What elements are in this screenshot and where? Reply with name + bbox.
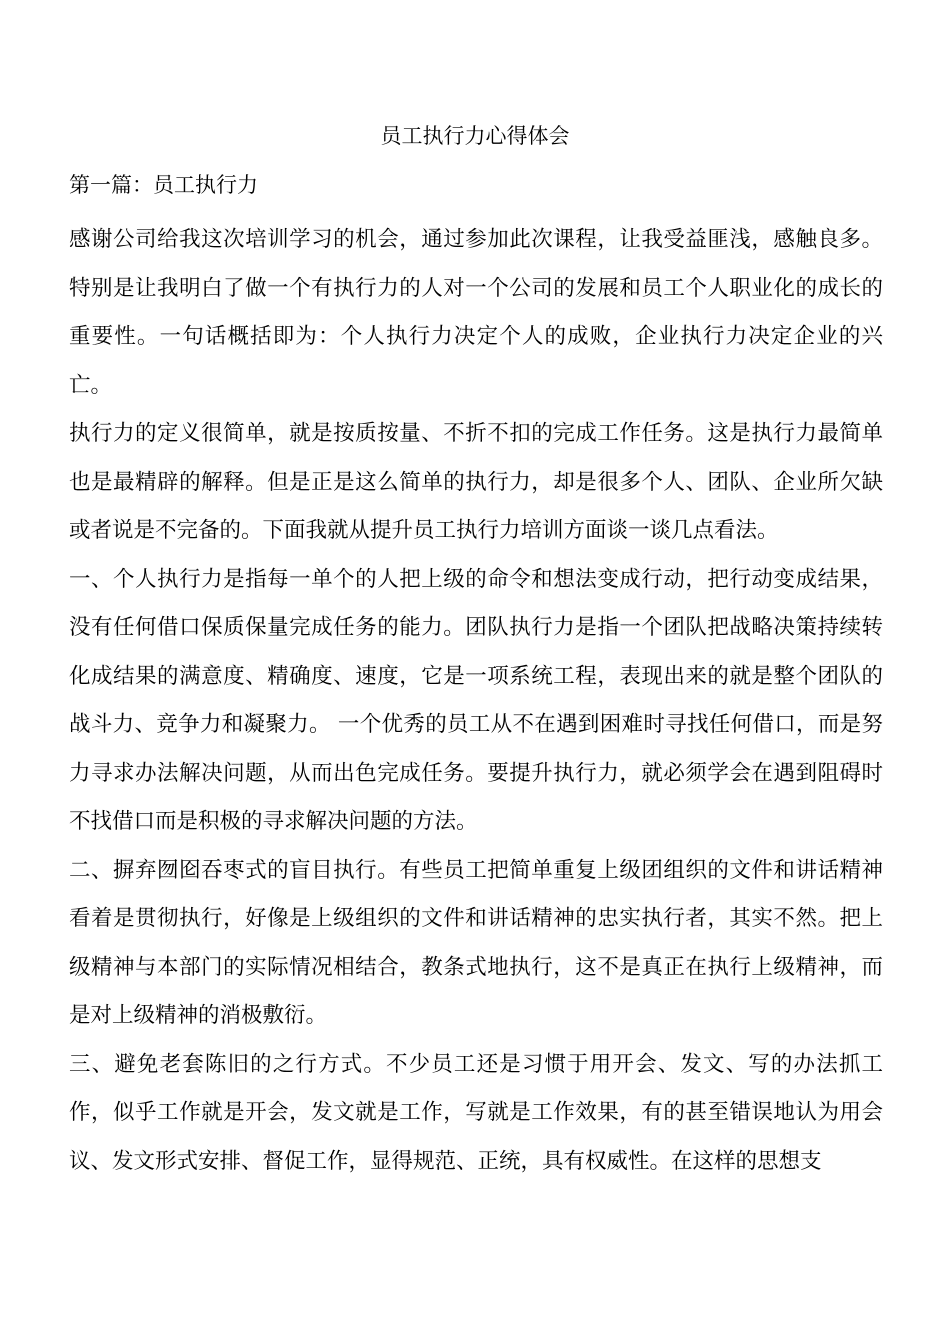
document-title: 员工执行力心得体会 bbox=[380, 124, 570, 148]
document-body bbox=[69, 216, 883, 1186]
paragraph-3: 一、个人执行力是指每一单个的人把上级的命令和想法变成行动，把行动变成结果，没有任何借口保质保量完成任务的能力。团队执行力是指一个团队把战略决策持续转化成结果的满意度、精确度、速度，它是一项系统工程，表现出来的就是整个团队的战斗力、竞争力和凝聚力。 一个优秀的员工从不在遇到困难时寻找任何借口，而是努力寻求办法解决问题，从而出色完成任务。要提升执行力，就必须学会在遇到阻碍时不找借口而是积极的寻求解决问题的方法。 bbox=[69, 566, 883, 834]
document-subtitle: 第一篇：员工执行力 bbox=[69, 173, 258, 197]
paragraph-2: 执行力的定义很简单，就是按质按量、不折不扣的完成工作任务。这是执行力最简单也是最精辟的解释。但是正是这么简单的执行力，却是很多个人、团队、企业所欠缺或者说是不完备的。下面我就从提升员工执行力培训方面谈一谈几点看法。 bbox=[69, 421, 883, 543]
paragraph-1: 感谢公司给我这次培训学习的机会，通过参加此次课程，让我受益匪浅，感触良多。特别是让我明白了做一个有执行力的人对一个公司的发展和员工个人职业化的成长的重要性。一句话概括即为：个人执行力决定个人的成败，企业执行力决定企业的兴亡。 bbox=[69, 227, 883, 398]
paragraph-5: 三、避免老套陈旧的之行方式。不少员工还是习惯于用开会、发文、写的办法抓工作，似乎工作就是开会，发文就是工作，写就是工作效果，有的甚至错误地认为用会议、发文形式安排、督促工作，显得规范、正统，具有权威性。在这样的思想支 bbox=[69, 1051, 883, 1174]
paragraph-4: 二、摒弃囫囵吞枣式的盲目执行。有些员工把简单重复上级团组织的文件和讲话精神看着是贯彻执行，好像是上级组织的文件和讲话精神的忠实执行者，其实不然。把上级精神与本部门的实际情况相结合，教条式地执行，这不是真正在执行上级精神，而是对上级精神的消极敷衍。 bbox=[69, 857, 883, 1028]
